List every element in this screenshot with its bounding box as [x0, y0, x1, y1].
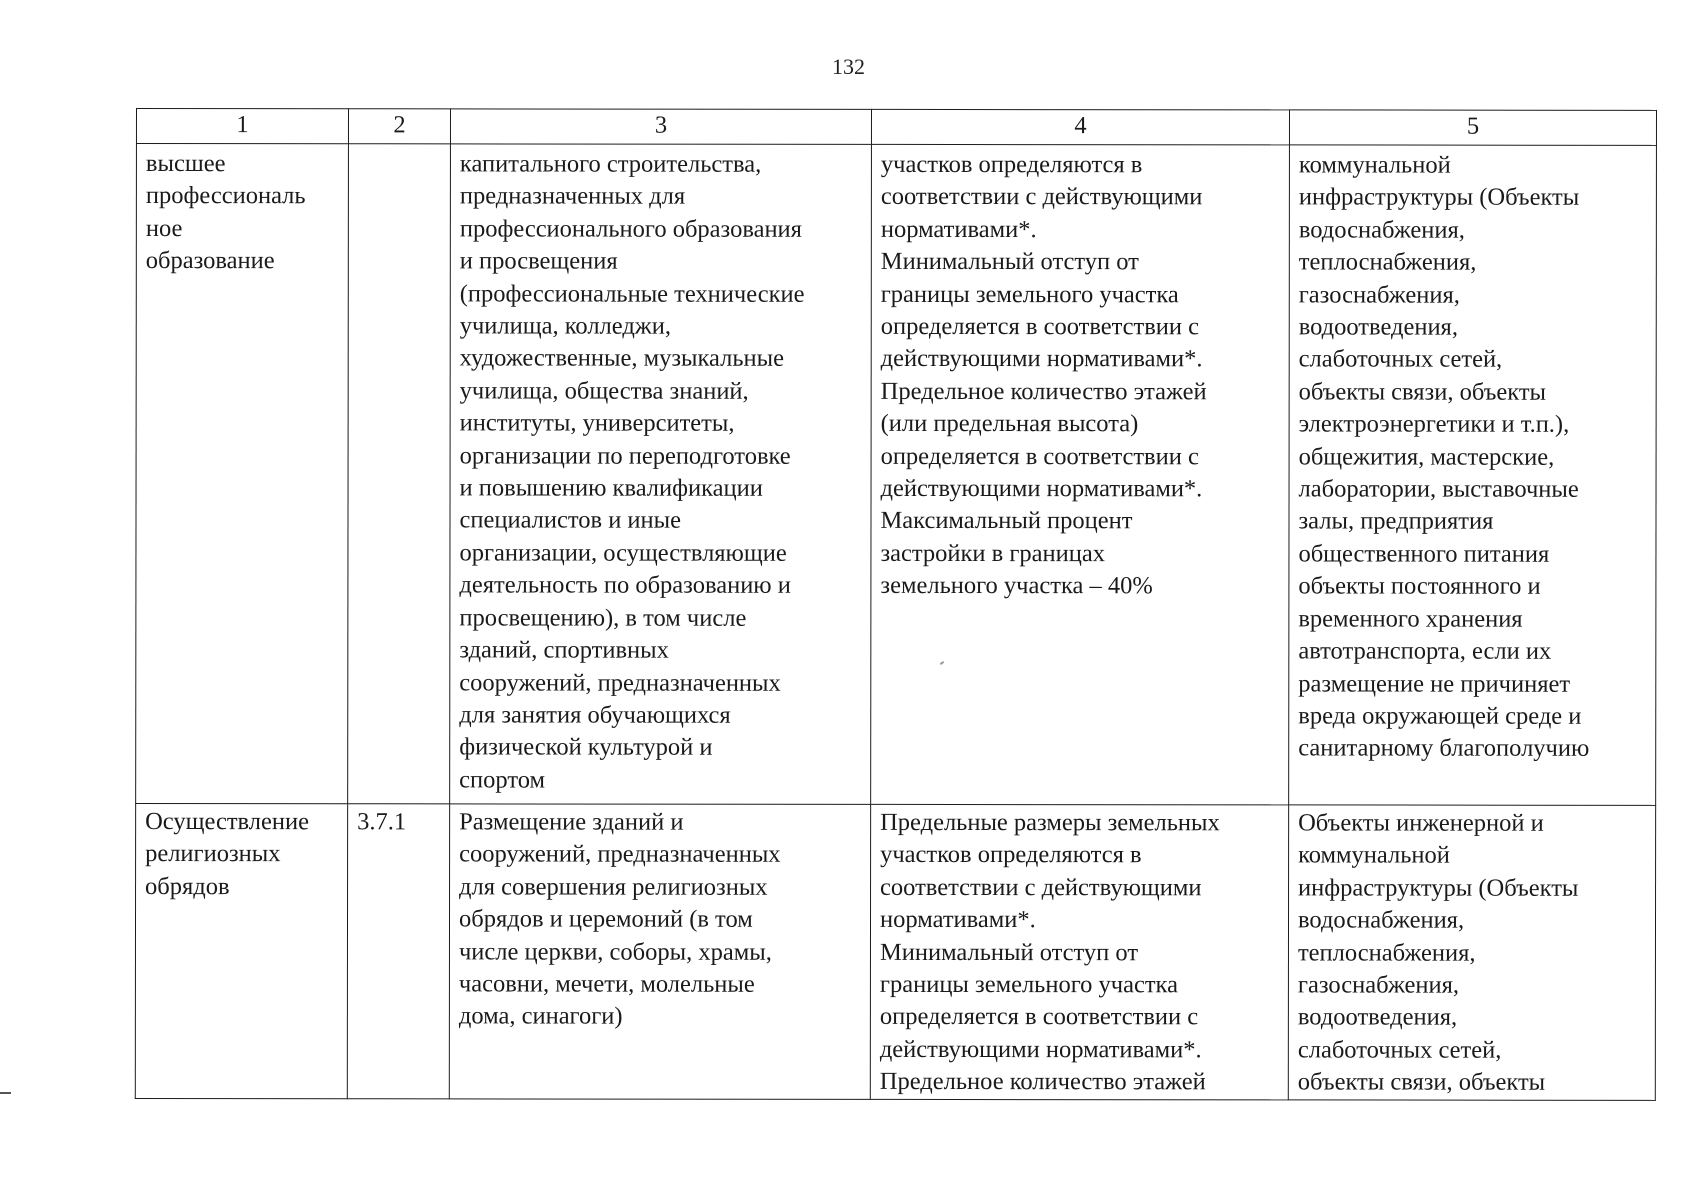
use-type-text: высшее профессиональ ное образование: [145, 150, 306, 275]
code-cell: [347, 804, 449, 1099]
use-type-text: Осуществление религиозных обрядов: [145, 808, 310, 900]
auxiliary-uses-text: коммунальной инфраструктуры (Объекты водоснабжения, теплоснабжения, газоснабжения, водоотведения, слаботочных сетей, объекты связи, объекты электроэнергетики и т.п.), общежития, мастерские, лаборатории, выставочные залы, предприятия общественного питания объекты постоянного и временного хранения автотранспорта, если их размещение не причиняет вреда окружающей среде и санитарному благополучию: [1298, 151, 1590, 763]
column-header-3: 3: [450, 109, 871, 145]
description-cell: [450, 144, 872, 805]
land-use-table: [135, 108, 1657, 1101]
description-text: Размещение зданий и сооружений, предназначенных для совершения религиозных обрядов и церемоний (в том числе церкви, соборы, храмы, часовни, мечети, молельные дома, синагоги): [458, 808, 781, 1031]
use-type-cell: [135, 804, 347, 1099]
column-header-2: 2: [348, 109, 450, 144]
description-cell: [449, 804, 870, 1099]
column-header-4: 4: [871, 109, 1289, 145]
scan-edge-mark: [0, 1092, 11, 1094]
use-type-cell: [136, 144, 349, 804]
code-cell: [348, 144, 451, 804]
column-header-5: 5: [1289, 110, 1656, 145]
parameters-text: участков определяются в соответствии с действующими нормативами*. Минимальный отступ от границы земельного участка определяется в соответствии с действующими нормативами*. Предельное количество этажей (или предельная высота) определяется в соответствии с действующими нормативами*. Максимальный процент застройки в границах земельного участка – 40%: [880, 150, 1207, 600]
description-text: капитального строительства, предназначенных для профессионального образования и просвещения (профессиональные технические училища, колледжи, художественные, музыкальные училища, общества знаний, институты, университеты, организации по переподготовке и повышению квалификации специалистов и иные организации, осуществляющие деятельность по образованию и просвещению), в том числе зданий, спортивных сооружений, предназначенных для занятия обучающихся физической культурой и спортом: [459, 150, 805, 794]
table-header-row: [136, 109, 1656, 146]
auxiliary-uses-text: Объекты инженерной и коммунальной инфраструктуры (Объекты водоснабжения, теплоснабжения, газоснабжения, водоотведения, слаботочных сетей, объекты связи, объекты: [1297, 809, 1579, 1096]
column-header-1: 1: [136, 109, 348, 144]
page-number: 132: [832, 54, 865, 79]
auxiliary-uses-cell: [1288, 805, 1655, 1100]
parameters-cell: [870, 804, 1288, 1099]
table-row: [135, 804, 1655, 1101]
parameters-cell: [871, 144, 1290, 805]
auxiliary-uses-cell: [1289, 145, 1657, 805]
table-row: [136, 144, 1657, 806]
code-text: 3.7.1: [357, 808, 407, 836]
parameters-text: Предельные размеры земельных участков определяются в соответствии с действующими нормативами*. Минимальный отступ от границы земельного участка определяется в соответствии с действующими нормативами*. Предельное количество этажей: [879, 808, 1220, 1096]
